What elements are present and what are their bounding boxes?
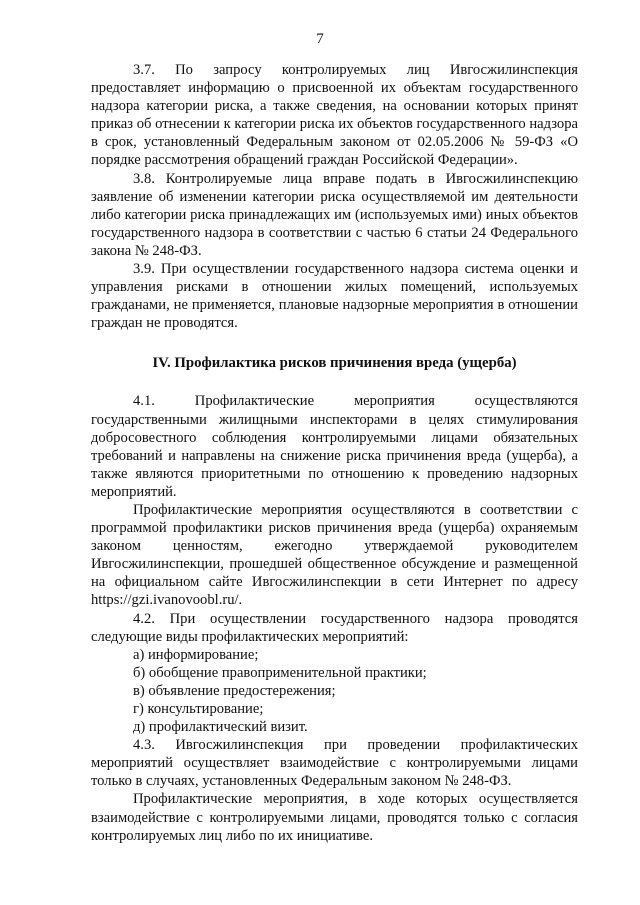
section-heading: IV. Профилактика рисков причинения вреда (ущерба) — [152, 355, 517, 372]
page-number: 7 — [316, 31, 324, 47]
paragraph-3-8: 3.8. Контролируемые лица вправе подать в Ивгосжилинспекцию заявление об изменении категории риска осуществляемой им деятельности либо категории риска принадлежащих им (используемых ими) иных объектов государственного надзора в соответствии с частью 6 статьи 24 Федерального закона № 248-ФЗ. — [91, 170, 578, 259]
list-item: в) объявление предостережения; — [133, 682, 336, 699]
document-body — [91, 61, 578, 845]
list-item: а) информирование; — [133, 646, 259, 663]
paragraph-consent: Профилактические мероприятия, в ходе которых осуществляется взаимодействие с контролируемыми лицами, проводятся только с согласия контролируемых лиц либо по их инициативе. — [91, 791, 578, 844]
paragraph-3-9: 3.9. При осуществлении государственного надзора система оценки и управления рисками в отношении жилых помещений, используемых гражданами, не применяется, плановые надзорные мероприятия в отношении граждан не проводятся. — [91, 261, 578, 332]
paragraph-4-1: 4.1. Профилактические мероприятия осуществляются государственными жилищными инспекторами в целях стимулирования добросовестного соблюдения контролируемыми лицами обязательных требований и направлены на снижение риска причинения вреда (ущерба), а также являются приоритетными по отношению к проведению надзорных мероприятий. — [91, 393, 578, 500]
paragraph-4-2: 4.2. При осуществлении государственного надзора проводятся следующие виды профилактических мероприятий: — [91, 610, 578, 645]
paragraph-3-7: 3.7. По запросу контролируемых лиц Ивгосжилинспекция предоставляет информацию о присвоенной их объектам государственного надзора категории риска, а также сведения, на основании которых принят приказ об отнесении к категории риска их объектов государственного надзора в срок, установленный Федеральным законом от 02.05.2006 № 59-ФЗ «О порядке рассмотрения обращений граждан Российской Федерации». — [91, 62, 578, 169]
list-item: б) обобщение правоприменительной практики; — [133, 664, 427, 681]
list-item: г) консультирование; — [133, 701, 264, 717]
prevention-measures-list — [91, 646, 578, 736]
list-item: д) профилактический визит. — [133, 719, 308, 736]
paragraph-prevention-program: Профилактические мероприятия осуществляются в соответствии с программой профилактики рисков причинения вреда (ущерба) охраняемым законом ценностям, ежегодно утверждаемой руководителем Ивгосжилинспекции, прошедшей общественное обсуждение и размещенной на официальном сайте Ивгосжилинспекции в сети Интернет по адресу https://gzi.ivanovoobl.ru/. — [91, 501, 578, 609]
paragraph-4-3: 4.3. Ивгосжилинспекция при проведении профилактических мероприятий осуществляет взаимодействие с контролируемыми лицами только в случаях, установленных Федеральным законом № 248-ФЗ. — [91, 737, 578, 790]
